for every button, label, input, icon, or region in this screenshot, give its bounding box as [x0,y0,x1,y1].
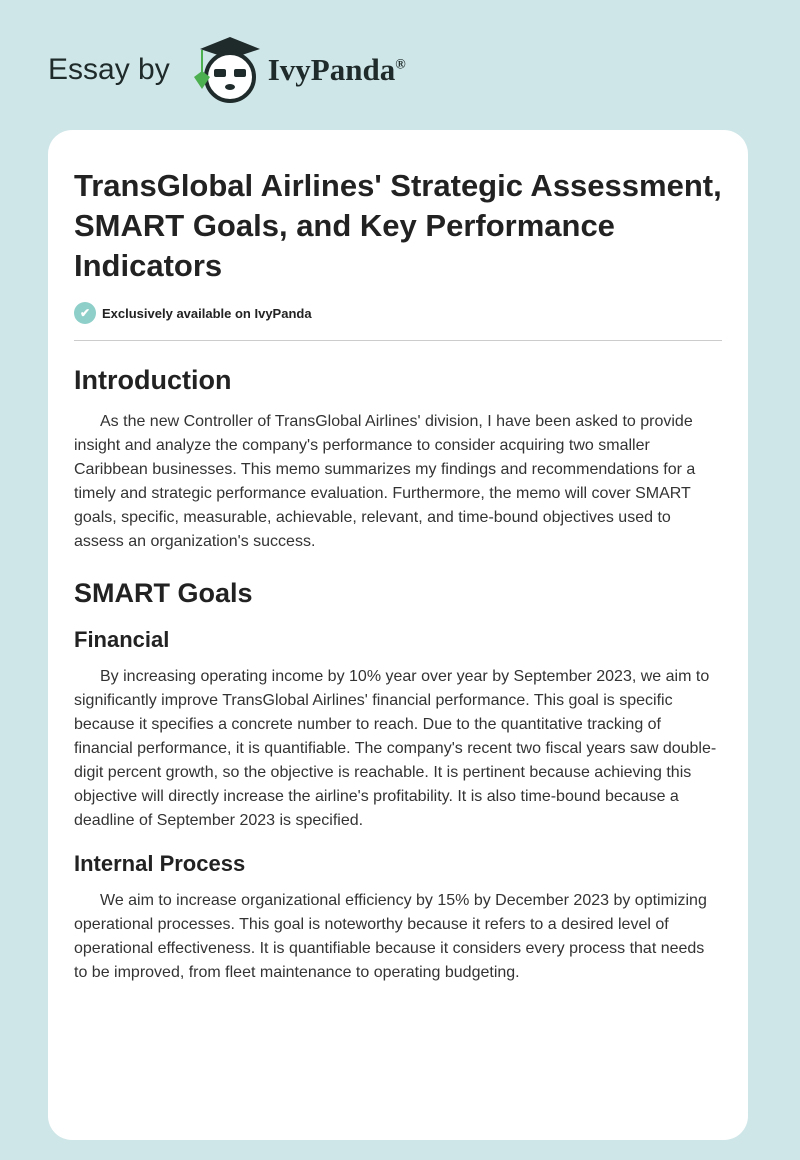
subheading-financial: Financial [74,627,170,652]
paragraph-internal-process: We aim to increase organizational efficiency by 15% by December 2023 by optimizing operational processes. This goal is noteworthy because it refers to a desired level of operational effectiveness. It is quantifiable because it considers every process that needs to be improved, from fleet maintenance to operating budgeting. [74,892,707,981]
ivypanda-logo-text[interactable]: IvyPanda® [267,52,406,87]
essay-by-label: Essay by [48,53,170,86]
panda-logo-icon[interactable] [190,35,260,105]
check-icon: ✔ [74,302,96,324]
section-heading-introduction: Introduction [74,365,232,395]
section-heading-smart-goals: SMART Goals [74,578,253,608]
subheading-internal-process: Internal Process [74,851,246,876]
brand-header [48,30,406,110]
paragraph-financial: By increasing operating income by 10% year over year by September 2023, we aim to significantly improve TransGlobal Airlines' financial performance. This goal is specific because it specifies a concrete number to reach. Due to the quantitative tracking of financial performance, it is quantifiable. The company's recent two fiscal years saw double-digit percent growth, so the objective is reachable. It is pertinent because achieving this objective will directly increase the airline's profitability. It is also time-bound because a deadline of September 2023 is specified. [74,668,717,829]
essay-title: TransGlobal Airlines' Strategic Assessment, SMART Goals, and Key Performance Indicators [74,168,722,283]
paragraph-introduction: As the new Controller of TransGlobal Airlines' division, I have been asked to provide insight and analyze the company's performance to consider acquiring two smaller Caribbean businesses. This memo summarizes my findings and recommendations for a timely and strategic performance evaluation. Furthermore, the memo will cover SMART goals, specific, measurable, achievable, relevant, and time-bound objectives used to assess an organization's success. [74,413,696,550]
exclusive-badge [74,302,722,341]
exclusive-label: Exclusively available on IvyPanda [102,305,312,321]
essay-card [48,130,748,1140]
